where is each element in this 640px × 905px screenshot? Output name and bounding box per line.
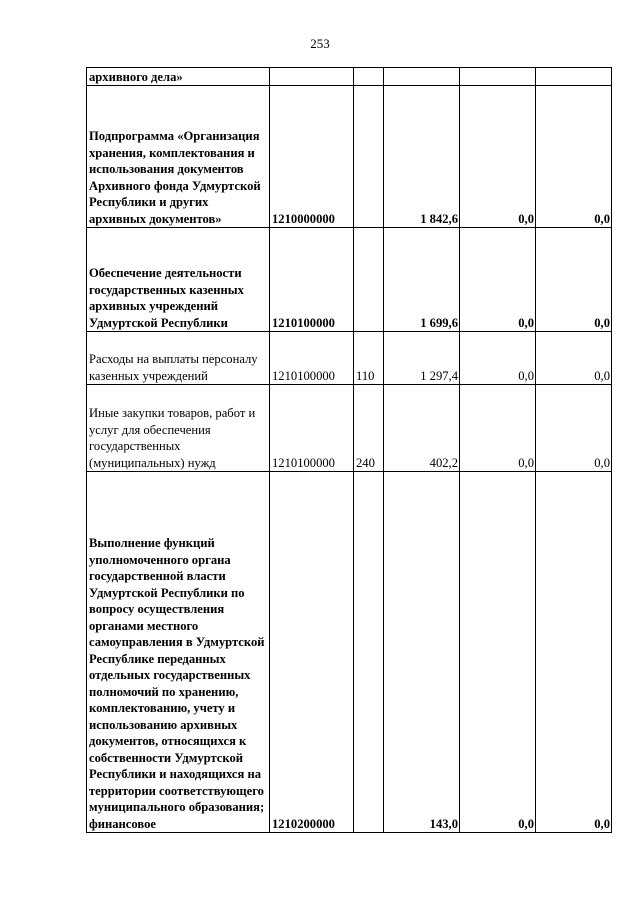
- target-article-code: 1210200000: [270, 472, 354, 833]
- target-article-code: 1210000000: [270, 86, 354, 228]
- row-name: архивного дела»: [89, 69, 183, 84]
- expense-type-code: [354, 68, 384, 86]
- target-article-code: 1210100000: [270, 385, 354, 472]
- target-article-code: 1210100000: [270, 228, 354, 332]
- amount-year-2: 0,0: [460, 86, 536, 228]
- amount-year-3: 0,0: [536, 385, 612, 472]
- row-name: Подпрограмма «Организация хранения, комплектования и использования документов Архивного фонда Удмуртской Республики и других архивных документов»: [89, 129, 261, 226]
- amount-year-3: [536, 68, 612, 86]
- row-name-cell: [87, 68, 270, 86]
- amount-year-3: 0,0: [536, 332, 612, 385]
- expense-type-code: [354, 228, 384, 332]
- amount-year-2: 0,0: [460, 332, 536, 385]
- expense-type-code: [354, 86, 384, 228]
- page-number: 253: [310, 36, 330, 51]
- row-name-cell: [87, 86, 270, 228]
- amount-year-1: [384, 68, 460, 86]
- amount-year-2: 0,0: [460, 385, 536, 472]
- row-name-cell: [87, 228, 270, 332]
- table-row: [87, 228, 612, 332]
- row-name-cell: [87, 385, 270, 472]
- amount-year-3: 0,0: [536, 472, 612, 833]
- target-article-code: [270, 68, 354, 86]
- row-name-cell: [87, 472, 270, 833]
- expense-type-code: 110: [354, 332, 384, 385]
- row-name: Иные закупки товаров, работ и услуг для обеспечения государственных (муниципальных) нужд: [89, 406, 256, 470]
- table-row: [87, 86, 612, 228]
- row-name: Выполнение функций уполномоченного органа государственной власти Удмуртской Республики по вопросу осуществления органами местного самоуправления в Удмуртской Республике переданных отдельных государственных полномочий по хранению, комплектованию, учету и использованию архивных документов, относящихся к собственности Удмуртской Республики и находящихся на территории соответствующего муниципального образования; финансовое: [89, 536, 265, 831]
- expense-type-code: 240: [354, 385, 384, 472]
- amount-year-1: 143,0: [384, 472, 460, 833]
- row-name-cell: [87, 332, 270, 385]
- amount-year-1: 1 842,6: [384, 86, 460, 228]
- table-row: [87, 472, 612, 833]
- amount-year-1: 1 297,4: [384, 332, 460, 385]
- amount-year-2: [460, 68, 536, 86]
- table-row: [87, 385, 612, 472]
- amount-year-1: 1 699,6: [384, 228, 460, 332]
- amount-year-3: 0,0: [536, 228, 612, 332]
- table-row: [87, 332, 612, 385]
- row-name: Обеспечение деятельности государственных казенных архивных учреждений Удмуртской Республики: [89, 266, 244, 330]
- target-article-code: 1210100000: [270, 332, 354, 385]
- budget-table: [86, 67, 612, 833]
- table-row: [87, 68, 612, 86]
- amount-year-1: 402,2: [384, 385, 460, 472]
- expense-type-code: [354, 472, 384, 833]
- row-name: Расходы на выплаты персоналу казенных учреждений: [89, 352, 258, 383]
- amount-year-2: 0,0: [460, 228, 536, 332]
- amount-year-3: 0,0: [536, 86, 612, 228]
- amount-year-2: 0,0: [460, 472, 536, 833]
